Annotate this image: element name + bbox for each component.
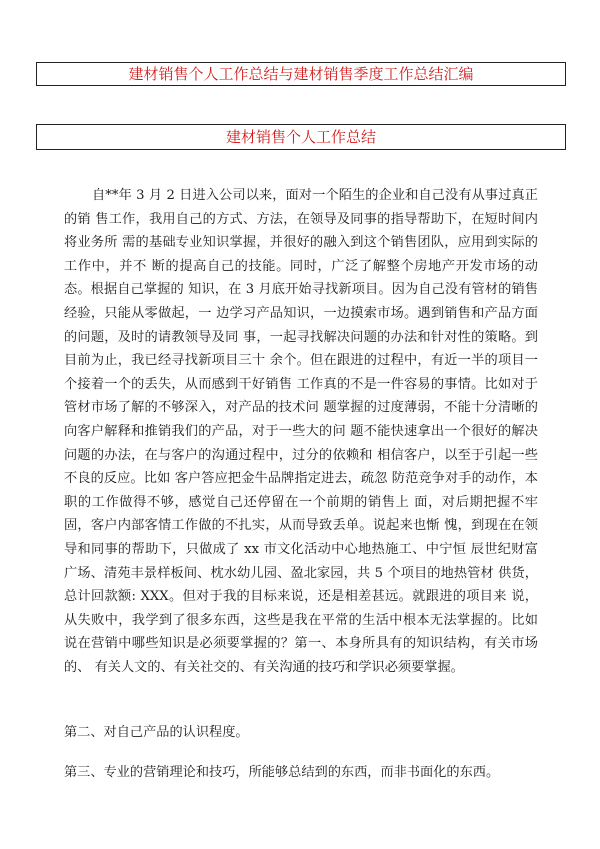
body-paragraph-3: 第三、专业的营销理论和技巧，所能够总结到的东西，而非书面化的东西。	[64, 765, 500, 780]
body-paragraph-1: 自**年 3 月 2 日进入公司以来，面对一个陌生的企业和自己没有从事过真正的销 售工作，我用自己的方式、方法，在领导及同事的指导帮助下，在短时间内将业务所 需的基础专业知识掌握，并很好的融入到这个销售团队，应用到实际的工作中，并不 断的提高自己的技能。同时，广泛了解整个房地产开发市场的动态。根据自己掌握的 知识，在 3 月底开始寻找新项目。因为自己没有管材的销售经验，只能从零做起，一 边学习产品知识，一边摸索市场。遇到销售和产品方面的问题，及时的请教领导及同 事，一起寻找解决问题的办法和针对性的策略。到目前为止，我已经寻找新项目三十 余个。但在跟进的过程中，有近一半的项目一个接着一个的丢失，从而感到干好销售 工作真的不是一件容易的事情。比如对于管材市场了解的不够深入，对产品的技术问 题掌握的过度薄弱，不能十分清晰的向客户解释和推销我们的产品，对于一些大的问 题不能快速拿出一个很好的解决问题的办法，在与客户的沟通过程中，过分的依赖和 相信客户，以至于引起一些不良的反应。比如 客户答应把金牛品牌指定进去，疏忽 防范竞争对手的动作，本职的工作做得不够，感觉自己还停留在一个前期的销售上 面，对后期把握不牢固，客户内部客情工作做的不扎实，从而导致丢单。说起来也惭 愧，到现在在领导和同事的帮助下，只做成了 xx 市文化活动中心地热施工、中宁恒 辰世纪财富广场、清苑丰景样板间、枕水幼儿园、盈北家园，共 5 个项目的地热管材 供货，总计回款额: XXX。但对于我的目标来说，还是相差甚远。就跟进的项目来 说，从失败中，我学到了很多东西，这些是我在平常的生活中根本无法掌握的。比如 说在营销中哪些知识是必须要掌握的？第一、本身所具有的知识结构，有关市场的、 有关人文的、有关社交的、有关沟通的技巧和学识必须要掌握。	[64, 188, 538, 675]
document-title-box	[36, 62, 566, 86]
section-title-box	[36, 124, 566, 150]
body-paragraph-2: 第二、对自己产品的认识程度。	[64, 725, 249, 740]
document-title: 建材销售个人工作总结与建材销售季度工作总结汇编	[128, 65, 474, 83]
section-title: 建材销售个人工作总结	[225, 128, 376, 146]
